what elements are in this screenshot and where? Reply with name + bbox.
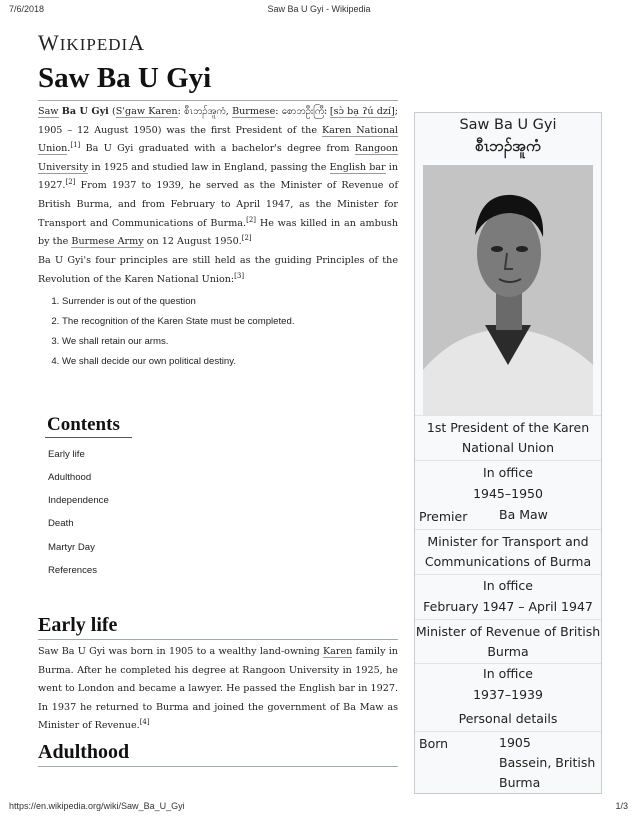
term-3: 1937–1939	[473, 687, 543, 702]
office-1[interactable]: 1st President of the Karen National Union	[426, 420, 590, 455]
ref-2c[interactable]: [2]	[241, 233, 252, 242]
contents-rule	[45, 437, 132, 438]
title-rule	[38, 100, 398, 101]
infobox-native-name: စီၤဘၣ်အူကံ	[475, 137, 541, 155]
text: He was killed in an ambush by the	[38, 217, 398, 248]
ipa-link[interactable]: [sɔ̀ bạ ʔú dzí]	[329, 106, 395, 117]
ref-3[interactable]: [3]	[234, 271, 245, 280]
logo-w: W	[38, 30, 60, 55]
bold-name: Ba U Gyi	[61, 106, 109, 117]
toc-item-adulthood[interactable]: Adulthood	[48, 472, 92, 483]
portrait-photo	[423, 165, 593, 415]
section-rule	[38, 639, 398, 640]
divider	[415, 619, 601, 620]
logo-a: A	[128, 30, 146, 55]
text: on 12 August 1950.	[146, 236, 242, 248]
toc-item-death[interactable]: Death	[48, 518, 74, 529]
premier-value[interactable]: Ba Maw	[499, 507, 548, 522]
karen-language-link[interactable]: S'gaw Karen	[115, 106, 178, 117]
burmese-name: : စောဘဦးကြီး	[275, 106, 327, 117]
print-url: https://en.wikipedia.org/wiki/Saw_Ba_U_Gyi	[9, 801, 185, 811]
office-2[interactable]: Minister for Transport and Communications of Burma	[424, 534, 592, 569]
ref-4[interactable]: [4]	[139, 718, 150, 727]
text: From 1937 to 1939, he served as the Minister of Revenue of British Burma, and from February to April 1947, as the Minister for Transport and Communications of Burma.	[38, 180, 398, 229]
english-bar-link[interactable]: English bar	[329, 161, 386, 173]
text: in 1927.	[38, 161, 398, 192]
print-page-number: 1/3	[615, 801, 628, 811]
intro-paragraph: Saw Ba U Gyi (S'gaw Karen: စီၤဘၣ်အူကံ, Burmese: စောဘဦးကြီး [sɔ̀ bạ ʔú dzí]; 1905 – 12 August 1950) was the first President of the Karen National Union.[1] Ba U Gyi graduated with a bachelor's degree from Rangoon University in 1925 and studied law in England, passing the English bar in 1927.[2] From 1937 to 1939, he served as the Minister of Revenue of British Burma, and from February to April 1947, as the Minister for Transport and Communications of Burma.[2] He was killed in an ambush by the Burmese Army on 12 August 1950.[2]	[38, 106, 398, 248]
born-value	[499, 733, 599, 793]
divider	[415, 574, 601, 575]
list-item: 1. Surrender is out of the question	[62, 296, 402, 316]
early-life-paragraph	[38, 643, 398, 736]
divider	[415, 460, 601, 461]
in-office-3: In office	[483, 666, 533, 681]
in-office-1: In office	[483, 465, 533, 480]
knu-link[interactable]: Karen National Union	[38, 124, 398, 155]
logo-middle: IKIPEDI	[59, 35, 129, 54]
burmese-army-link[interactable]: Burmese Army	[71, 236, 144, 248]
print-title: Saw Ba U Gyi - Wikipedia	[267, 4, 371, 14]
contents-title: Contents	[47, 414, 120, 435]
born-year: 1905	[499, 735, 531, 750]
principles-list	[38, 296, 402, 376]
born-place[interactable]: Bassein, British Burma	[499, 755, 596, 790]
principles-intro	[38, 252, 398, 289]
text: ;	[394, 106, 398, 117]
toc-item-martyr-day[interactable]: Martyr Day	[48, 542, 95, 553]
list-item: 2. The recognition of the Karen State must be completed.	[62, 316, 402, 336]
in-office-2: In office	[483, 578, 533, 593]
term-2: February 1947 – April 1947	[423, 599, 593, 614]
rangoon-university-link[interactable]: Rangoon University	[38, 143, 398, 173]
karen-name: : စီၤဘၣ်အူကံ,	[177, 106, 229, 117]
list-item: 4. We shall decide our own political destiny.	[62, 356, 402, 376]
text: family in Burma. After he completed his degree at Rangoon University in 1925, he went to London and became a lawyer. He passed the English bar in 1927. In 1937 he returned to Burma and joined the government of Ba Maw as Minister of Revenue.	[38, 646, 398, 732]
section-heading-adulthood: Adulthood	[38, 741, 130, 763]
premier-label: Premier	[419, 509, 468, 524]
office-3[interactable]: Minister of Revenue of British Burma	[415, 624, 601, 659]
section-rule	[38, 766, 398, 767]
toc-item-independence[interactable]: Independence	[48, 495, 109, 506]
print-date: 7/6/2018	[9, 4, 45, 14]
page-title: Saw Ba U Gyi	[38, 62, 212, 94]
infobox	[414, 112, 602, 794]
infobox-title: Saw Ba U Gyi	[459, 117, 557, 133]
term-1: 1945–1950	[473, 486, 543, 501]
text: (	[108, 106, 116, 117]
wikipedia-logo[interactable]	[38, 30, 145, 56]
divider	[415, 529, 601, 530]
saw-link[interactable]: Saw	[38, 106, 59, 117]
toc-item-early-life[interactable]: Early life	[48, 449, 85, 460]
section-heading-early-life: Early life	[38, 614, 118, 636]
list-item: 3. We shall retain our arms.	[62, 336, 402, 356]
karen-people-link[interactable]: Karen	[322, 646, 353, 657]
text: Ba U Gyi graduated with a bachelor's degree from	[85, 143, 350, 155]
text: Saw Ba U Gyi was born in 1905 to a wealthy land-owning	[38, 646, 320, 657]
burmese-language-link[interactable]: Burmese	[232, 106, 276, 117]
ref-2b[interactable]: [2]	[246, 215, 257, 224]
divider	[415, 731, 601, 732]
ref-1[interactable]: [1]	[70, 141, 81, 149]
text: 1905 – 12 August 1950) was the first President of the	[38, 124, 318, 136]
born-label: Born	[419, 736, 449, 751]
divider	[415, 415, 601, 416]
text: Ba U Gyi's four principles are still held as the guiding Principles of the Revolution of the Karen National Union:	[38, 255, 398, 285]
personal-details-header: Personal details	[458, 711, 558, 726]
text: in 1925 and studied law in England, passing the	[91, 161, 327, 173]
ref-2[interactable]: [2]	[65, 178, 76, 187]
toc-item-references[interactable]: References	[48, 565, 98, 576]
